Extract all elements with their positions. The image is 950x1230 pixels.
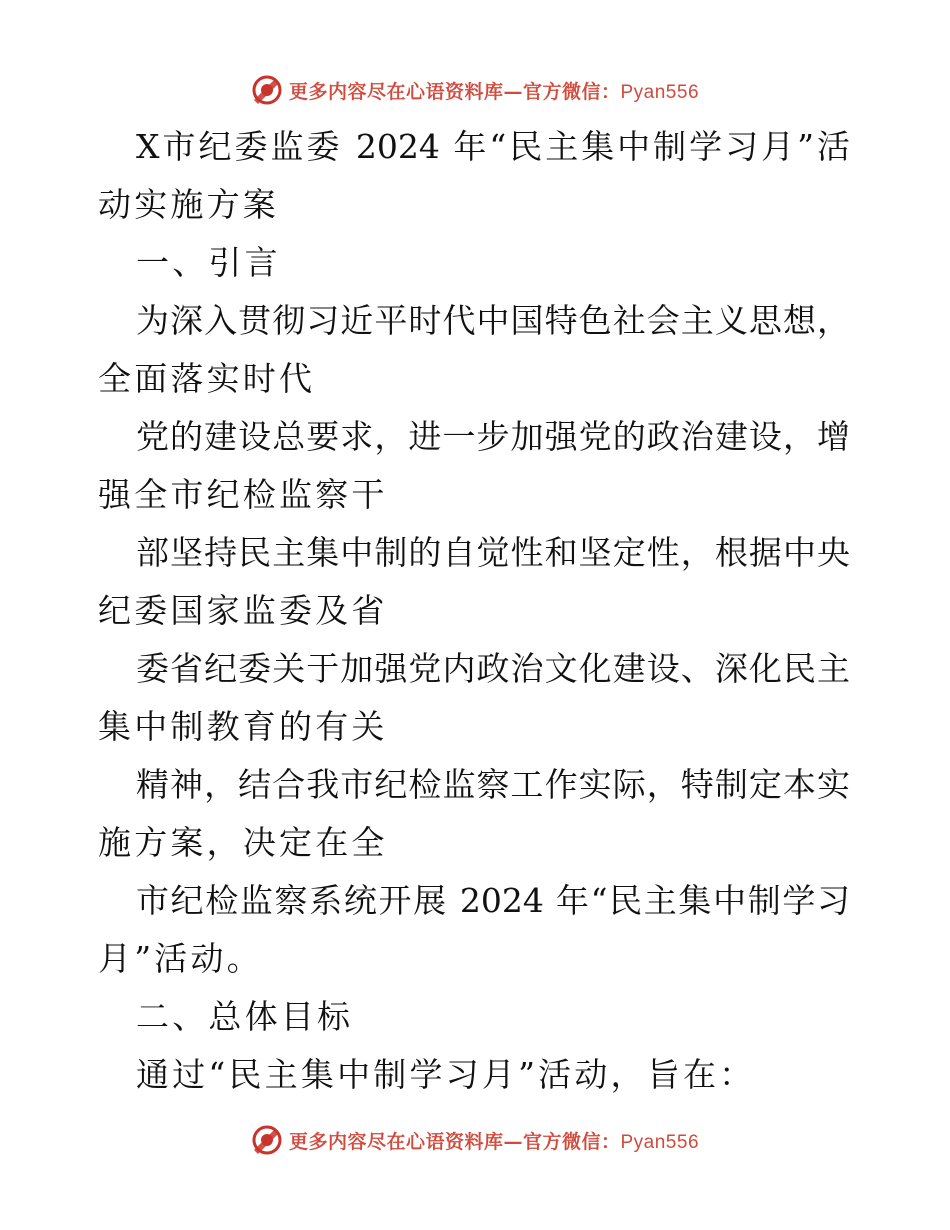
section-heading-2: 二、总体目标 (136, 997, 354, 1036)
logo-icon (251, 1124, 283, 1156)
title-line-2: 动实施方案 (98, 185, 279, 224)
paragraph-line: 月”活动。 (98, 939, 263, 978)
section-heading-1: 一、引言 (136, 243, 281, 282)
watermark-text: 更多内容尽在心语资料库—官方微信：Pyan556 (288, 1130, 700, 1153)
watermark-banner-bottom (0, 1122, 950, 1158)
wechat-id: Pyan556 (620, 1131, 700, 1153)
paragraph-line: 强全市纪检监察干 (98, 475, 388, 514)
paragraph-line: 委省纪委关于加强党内政治文化建设、深化民主 (136, 649, 850, 688)
title-line-1: X市纪委监委 2024 年“民主集中制学习月”活 (136, 127, 850, 166)
logo-icon (251, 74, 283, 106)
paragraph-line: 为深入贯彻习近平时代中国特色社会主义思想， (136, 301, 850, 340)
paragraph-line: 施方案，决定在全 (98, 823, 388, 862)
paragraph-line: 全面落实时代 (98, 359, 316, 398)
paragraph-line: 通过“民主集中制学习月”活动，旨在： (136, 1055, 756, 1094)
paragraph-line: 党的建设总要求，进一步加强党的政治建设，增 (136, 417, 850, 456)
wechat-id: Pyan556 (620, 81, 700, 103)
document-body (98, 118, 850, 1104)
paragraph-line: 精神，结合我市纪检监察工作实际，特制定本实 (136, 765, 850, 804)
watermark-text: 更多内容尽在心语资料库—官方微信：Pyan556 (288, 80, 700, 103)
paragraph-line: 纪委国家监委及省 (98, 591, 388, 630)
paragraph-line: 集中制教育的有关 (98, 707, 388, 746)
paragraph-line: 市纪检监察系统开展 2024 年“民主集中制学习 (136, 881, 850, 920)
watermark-banner-top (0, 72, 950, 108)
paragraph-line: 部坚持民主集中制的自觉性和坚定性，根据中央 (136, 533, 850, 572)
